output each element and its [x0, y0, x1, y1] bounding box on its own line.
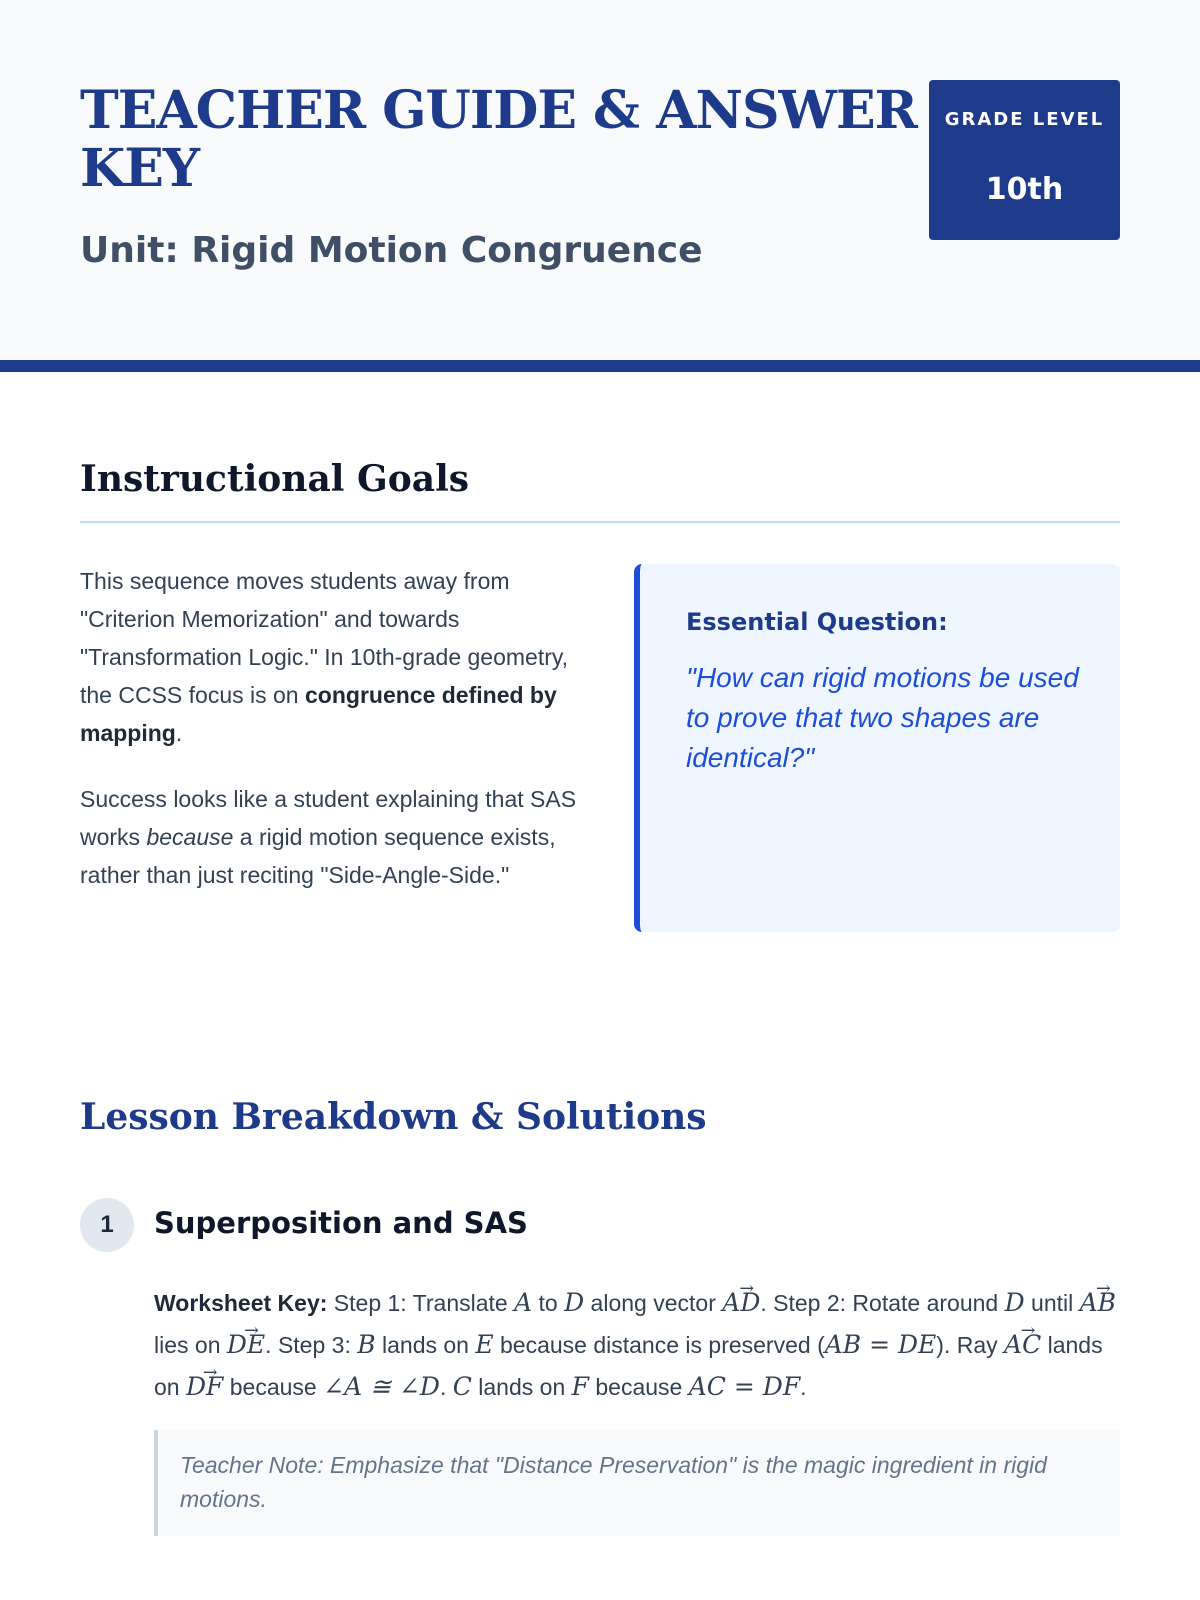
document-title: TEACHER GUIDE & ANSWER KEY: [80, 80, 917, 199]
section-divider: [80, 521, 1120, 523]
worksheet-key: Worksheet Key: Step 1: Translate A to D along vector → AD. Step 2: Rotate around D until → AB lies on → DE. Step 3: B lands on E because distance is preserved (AB = DE). Ray → AC lands on → DF because ∠A ≅ ∠D. C lands on F because AC = DF.: [154, 1282, 1120, 1408]
goals-paragraph-1: This sequence moves students away from "Criterion Memorization" and towards "Transformation Logic." In 10th-grade geometry, the CCSS focus is on congruence defined by mapping.: [80, 568, 569, 746]
section-title-instructional-goals: Instructional Goals: [80, 458, 470, 500]
essential-question-callout: [634, 564, 1120, 932]
document-subtitle: Unit: Rigid Motion Congruence: [80, 230, 703, 271]
grade-value: 10th: [985, 172, 1064, 207]
goals-paragraph-2: Success looks like a student explaining that SAS works because a rigid motion sequence exists, rather than just reciting "Side-Angle-Side.": [80, 786, 577, 888]
teacher-note-text: Teacher Note: Emphasize that "Distance Preservation" is the magic ingredient in rigid motions.: [180, 1452, 1047, 1512]
bold-phrase: congruence defined by mapping: [80, 682, 557, 746]
step-number-badge: 1: [80, 1198, 134, 1252]
grade-label: GRADE LEVEL: [944, 109, 1105, 130]
grade-level-badge: [929, 80, 1120, 240]
teacher-note: [154, 1430, 1120, 1536]
callout-quote: "How can rigid motions be used to prove that two shapes are identical?": [686, 662, 1079, 773]
step-title: Superposition and SAS: [154, 1206, 528, 1240]
italic-word: because: [146, 824, 234, 850]
callout-title: Essential Question:: [686, 608, 948, 636]
header: [0, 0, 1200, 360]
worksheet-key-label: Worksheet Key:: [154, 1290, 328, 1316]
header-divider: [0, 360, 1200, 372]
section-title-lesson-breakdown: Lesson Breakdown & Solutions: [80, 1096, 707, 1138]
